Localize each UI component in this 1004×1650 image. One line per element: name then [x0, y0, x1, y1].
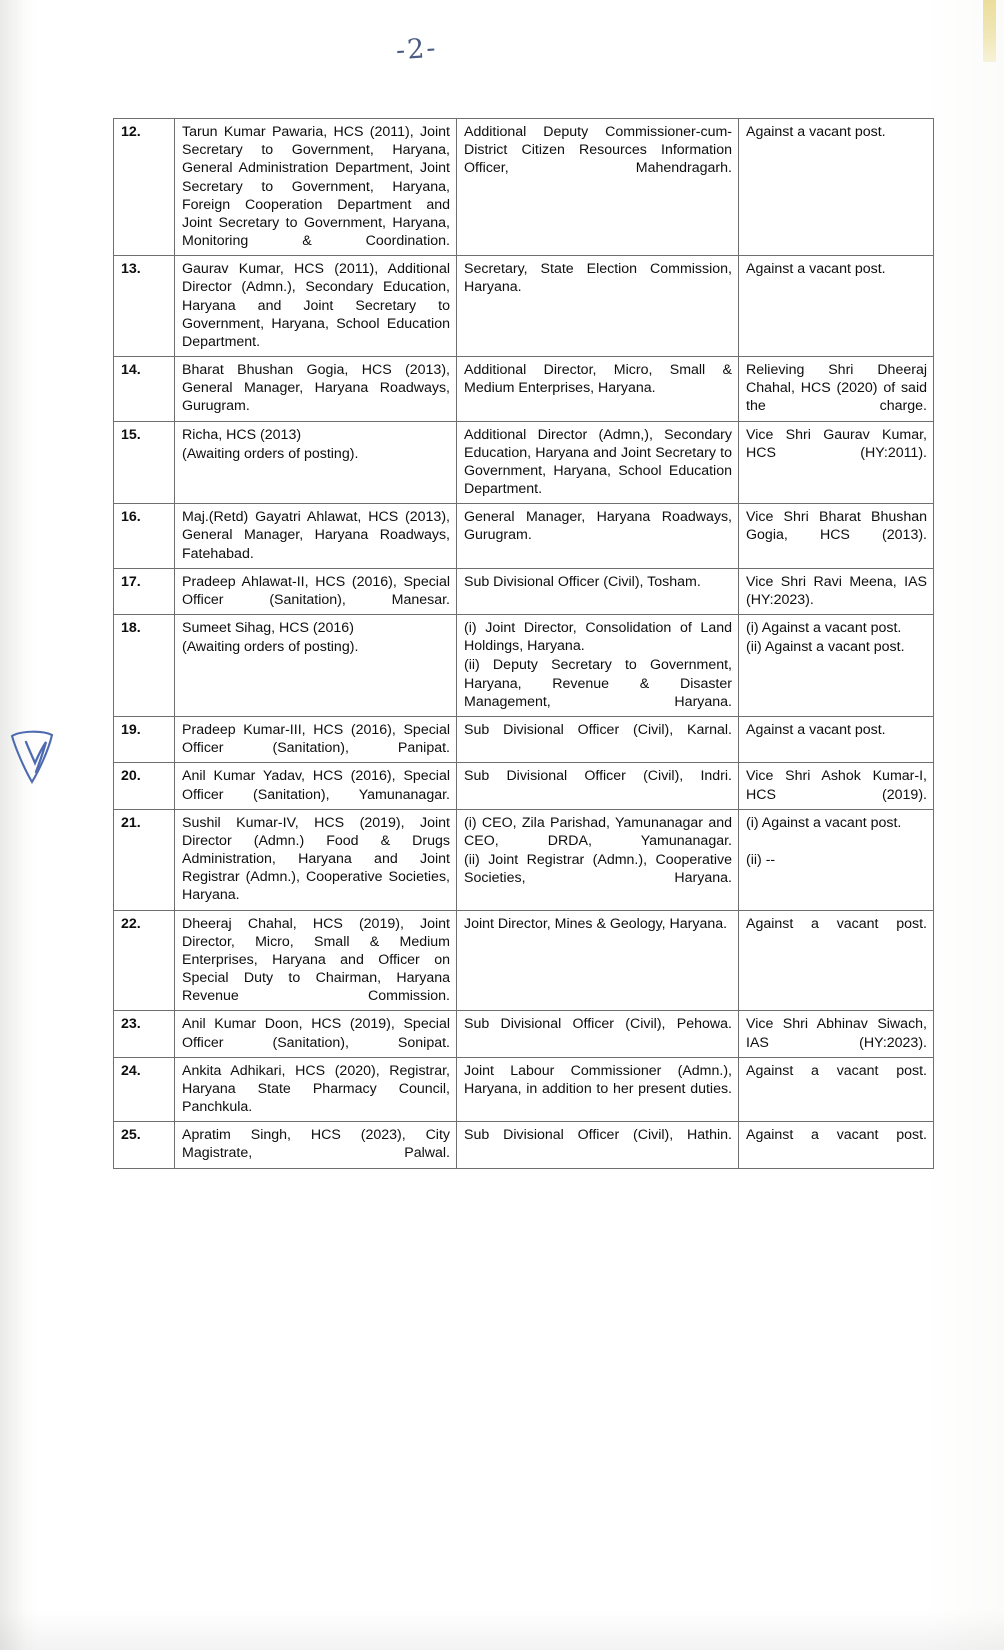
row-officer-details: [175, 763, 457, 809]
row-serial-number: 25.: [114, 1122, 175, 1168]
remarks-item-1: (i) Against a vacant post.: [746, 814, 902, 831]
table-row: [114, 256, 934, 357]
posting-item-2: (ii) Joint Registrar (Admn.), Cooperative Societies, Haryana.: [464, 852, 732, 887]
remarks-text: Against a vacant post.: [746, 721, 886, 738]
table-body: [114, 119, 934, 1169]
row-officer-details: [175, 421, 457, 504]
row-remarks: [739, 1011, 934, 1057]
row-officer-details: [175, 357, 457, 422]
remarks-text: Against a vacant post.: [746, 915, 927, 932]
row-serial-number: 19.: [114, 716, 175, 762]
transfer-order-table-wrapper: [113, 118, 927, 1169]
posting-text: Joint Director, Mines & Geology, Haryana.: [464, 915, 728, 932]
table-row: [114, 119, 934, 256]
row-serial-number: 24.: [114, 1057, 175, 1122]
posting-text: Sub Divisional Officer (Civil), Pehowa.: [464, 1016, 732, 1033]
table-row: [114, 615, 934, 717]
row-posting-details: [457, 357, 739, 422]
row-officer-details: [175, 615, 457, 717]
row-serial-number: 17.: [114, 568, 175, 614]
row-serial-number: 12.: [114, 119, 175, 256]
officer-text: Ankita Adhikari, HCS (2020), Registrar, Haryana State Pharmacy Council, Panchkula.: [182, 1062, 450, 1116]
officer-text-line-2: (Awaiting orders of posting).: [182, 639, 359, 656]
row-remarks: [739, 421, 934, 504]
transfer-order-table: [113, 118, 934, 1169]
row-officer-details: [175, 119, 457, 256]
officer-text-line-1: Richa, HCS (2013): [182, 426, 302, 443]
posting-text: Additional Director (Admn,), Secondary Education, Haryana and Joint Secretary to Government, Haryana, School Education Department.: [464, 426, 732, 498]
row-officer-details: [175, 1057, 457, 1122]
posting-item-2: (ii) Deputy Secretary to Government, Haryana, Revenue & Disaster Management, Haryana.: [464, 657, 732, 710]
row-posting-details: [457, 1122, 739, 1168]
officer-text: Anil Kumar Doon, HCS (2019), Special Officer (Sanitation), Sonipat.: [182, 1016, 450, 1051]
posting-text: Additional Director, Micro, Small & Medium Enterprises, Haryana.: [464, 362, 732, 397]
posting-item-1: (i) Joint Director, Consolidation of Land Holdings, Haryana.: [464, 620, 732, 655]
row-remarks: [739, 809, 934, 910]
table-row: [114, 1011, 934, 1057]
officer-text: Maj.(Retd) Gayatri Ahlawat, HCS (2013), General Manager, Haryana Roadways, Fatehabad.: [182, 509, 450, 562]
row-serial-number: 15.: [114, 421, 175, 504]
page-number-mark: -2-: [394, 32, 439, 67]
officer-text: Sushil Kumar-IV, HCS (2019), Joint Director (Admn.) Food & Drugs Administration, Haryana and Joint Registrar (Admn.), Cooperative Societies, Haryana.: [182, 814, 450, 904]
posting-text: Joint Labour Commissioner (Admn.), Haryana, in addition to her present duties.: [464, 1062, 732, 1097]
officer-text-line-2: (Awaiting orders of posting).: [182, 445, 359, 462]
table-row: [114, 357, 934, 422]
scan-edge-shadow-left: [0, 0, 26, 1650]
row-posting-details: [457, 809, 739, 910]
row-remarks: [739, 910, 934, 1011]
posting-text: Additional Deputy Commissioner-cum-District Citizen Resources Information Officer, Mahendragarh.: [464, 124, 732, 177]
remarks-text: Against a vacant post.: [746, 1127, 927, 1144]
row-remarks: [739, 357, 934, 422]
officer-text: Anil Kumar Yadav, HCS (2016), Special Officer (Sanitation), Yamunanagar.: [182, 768, 450, 803]
table-row: [114, 716, 934, 762]
row-remarks: [739, 256, 934, 357]
row-posting-details: [457, 256, 739, 357]
posting-text: General Manager, Haryana Roadways, Gurugram.: [464, 509, 732, 544]
posting-text: Sub Divisional Officer (Civil), Indri.: [464, 768, 732, 785]
row-posting-details: [457, 910, 739, 1011]
row-posting-details: [457, 1057, 739, 1122]
posting-text: Sub Divisional Officer (Civil), Karnal.: [464, 721, 732, 738]
row-posting-details: [457, 421, 739, 504]
remarks-item-2: (ii) Against a vacant post.: [746, 639, 905, 656]
row-serial-number: 16.: [114, 504, 175, 569]
row-remarks: [739, 504, 934, 569]
row-serial-number: 20.: [114, 763, 175, 809]
row-officer-details: [175, 1122, 457, 1168]
table-row: [114, 421, 934, 504]
remarks-text: Vice Shri Ravi Meena, IAS (HY:2023).: [746, 573, 927, 608]
row-posting-details: [457, 763, 739, 809]
row-officer-details: [175, 910, 457, 1011]
row-remarks: [739, 716, 934, 762]
officer-text: Dheeraj Chahal, HCS (2019), Joint Director, Micro, Small & Medium Enterprises, Haryana and Officer on Special Duty to Chairman, Haryana Revenue Commission.: [182, 915, 450, 1005]
posting-text: Sub Divisional Officer (Civil), Hathin.: [464, 1127, 732, 1144]
row-officer-details: [175, 716, 457, 762]
posting-text: Secretary, State Election Commission, Haryana.: [464, 261, 732, 296]
posting-item-1: (i) CEO, Zila Parishad, Yamunanagar and CEO, DRDA, Yamunanagar.: [464, 814, 732, 849]
row-posting-details: [457, 504, 739, 569]
remarks-text: Vice Shri Ashok Kumar-I, HCS (2019).: [746, 768, 927, 803]
officer-text: Gaurav Kumar, HCS (2011), Additional Director (Admn.), Secondary Education, Haryana and Joint Secretary to Government, Haryana, School Education Department.: [182, 261, 450, 350]
row-serial-number: 13.: [114, 256, 175, 357]
table-row: [114, 1057, 934, 1122]
remarks-item-1: (i) Against a vacant post.: [746, 620, 902, 637]
row-posting-details: [457, 716, 739, 762]
remarks-text: Relieving Shri Dheeraj Chahal, HCS (2020) of said the charge.: [746, 362, 927, 415]
handwritten-initial-mark: [8, 722, 60, 786]
row-officer-details: [175, 809, 457, 910]
table-row: [114, 1122, 934, 1168]
table-row: [114, 910, 934, 1011]
remarks-text: Vice Shri Gaurav Kumar, HCS (HY:2011).: [746, 426, 927, 461]
officer-text: Pradeep Kumar-III, HCS (2016), Special Officer (Sanitation), Panipat.: [182, 721, 450, 757]
row-posting-details: [457, 568, 739, 614]
row-officer-details: [175, 1011, 457, 1057]
row-serial-number: 21.: [114, 809, 175, 910]
remarks-text: Against a vacant post.: [746, 1062, 927, 1079]
officer-text: Tarun Kumar Pawaria, HCS (2011), Joint Secretary to Government, Haryana, General Administration Department, Joint Secretary to Government, Haryana, Foreign Cooperation Department and Joint Secretary to Government, Haryana, Monitoring & Coordination.: [182, 124, 450, 250]
table-row: [114, 504, 934, 569]
row-remarks: [739, 1057, 934, 1122]
posting-text: Sub Divisional Officer (Civil), Tosham.: [464, 573, 701, 590]
scan-edge-shadow-bottom: [0, 1610, 1004, 1650]
remarks-text: Vice Shri Abhinav Siwach, IAS (HY:2023).: [746, 1016, 927, 1051]
row-officer-details: [175, 256, 457, 357]
row-serial-number: 14.: [114, 357, 175, 422]
row-posting-details: [457, 615, 739, 717]
row-posting-details: [457, 1011, 739, 1057]
row-serial-number: 22.: [114, 910, 175, 1011]
remarks-item-2: (ii) --: [746, 851, 776, 868]
remarks-text: Against a vacant post.: [746, 261, 886, 278]
officer-text: Apratim Singh, HCS (2023), City Magistrate, Palwal.: [182, 1127, 450, 1162]
officer-text-line-1: Sumeet Sihag, HCS (2016): [182, 620, 354, 637]
remarks-text: Against a vacant post.: [746, 124, 886, 140]
table-row: [114, 763, 934, 809]
row-officer-details: [175, 504, 457, 569]
remarks-text: Vice Shri Bharat Bhushan Gogia, HCS (2013).: [746, 509, 927, 544]
officer-text: Pradeep Ahlawat-II, HCS (2016), Special Officer (Sanitation), Manesar.: [182, 573, 450, 608]
row-serial-number: 18.: [114, 615, 175, 717]
row-remarks: [739, 119, 934, 256]
officer-text: Bharat Bhushan Gogia, HCS (2013), General Manager, Haryana Roadways, Gurugram.: [182, 362, 450, 415]
row-officer-details: [175, 568, 457, 614]
row-remarks: [739, 1122, 934, 1168]
table-row: [114, 809, 934, 910]
row-serial-number: 23.: [114, 1011, 175, 1057]
table-row: [114, 568, 934, 614]
row-remarks: [739, 568, 934, 614]
row-remarks: [739, 615, 934, 717]
row-remarks: [739, 763, 934, 809]
row-posting-details: [457, 119, 739, 256]
binder-strip: [983, 0, 996, 62]
